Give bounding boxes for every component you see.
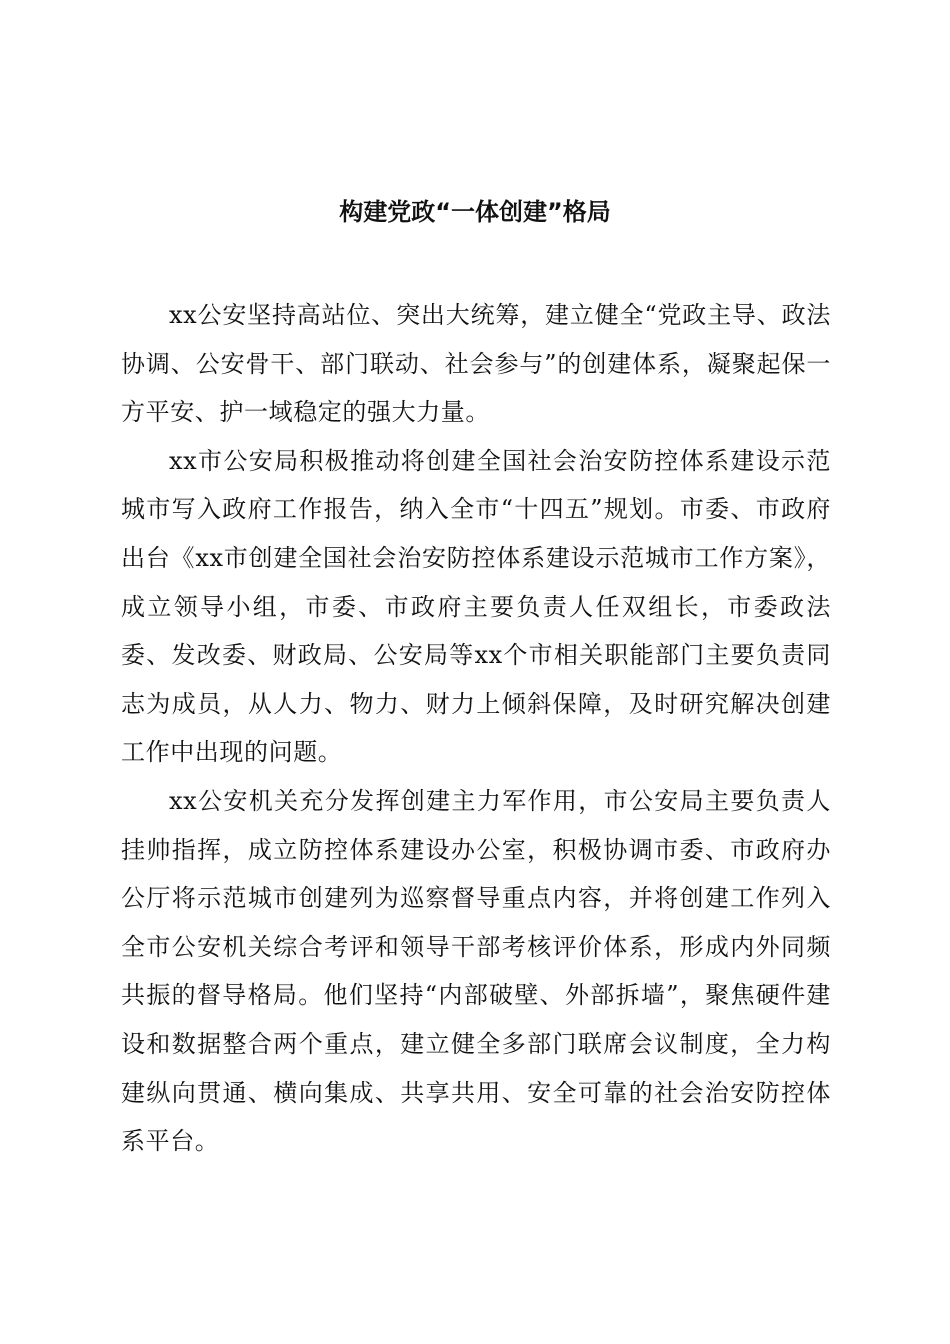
document-body — [121, 291, 831, 1166]
paragraph: xx公安坚持高站位、突出大统筹，建立健全“党政主导、政法协调、公安骨干、部门联动、社会参与”的创建体系，凝聚起保一方平安、护一域稳定的强大力量。 — [121, 301, 831, 427]
paragraph: xx市公安局积极推动将创建全国社会治安防控体系建设示范城市写入政府工作报告，纳入全市“十四五”规划。市委、市政府出台《xx市创建全国社会治安防控体系建设示范城市工作方案》，成立领导小组，市委、市政府主要负责人任双组长，市委政法委、发改委、财政局、公安局等xx个市相关职能部门主要负责同志为成员，从人力、物力、财力上倾斜保障，及时研究解决创建工作中出现的问题。 — [121, 446, 831, 767]
paragraph: xx公安机关充分发挥创建主力军作用，市公安局主要负责人挂帅指挥，成立防控体系建设办公室，积极协调市委、市政府办公厅将示范城市创建列为巡察督导重点内容，并将创建工作列入全市公安机关综合考评和领导干部考核评价体系，形成内外同频共振的督导格局。他们坚持“内部破壁、外部拆墙”，聚焦硬件建设和数据整合两个重点，建立健全多部门联席会议制度，全力构建纵向贯通、横向集成、共享共用、安全可靠的社会治安防控体系平台。 — [121, 786, 831, 1156]
document-title: 构建党政“一体创建”格局 — [339, 198, 611, 226]
